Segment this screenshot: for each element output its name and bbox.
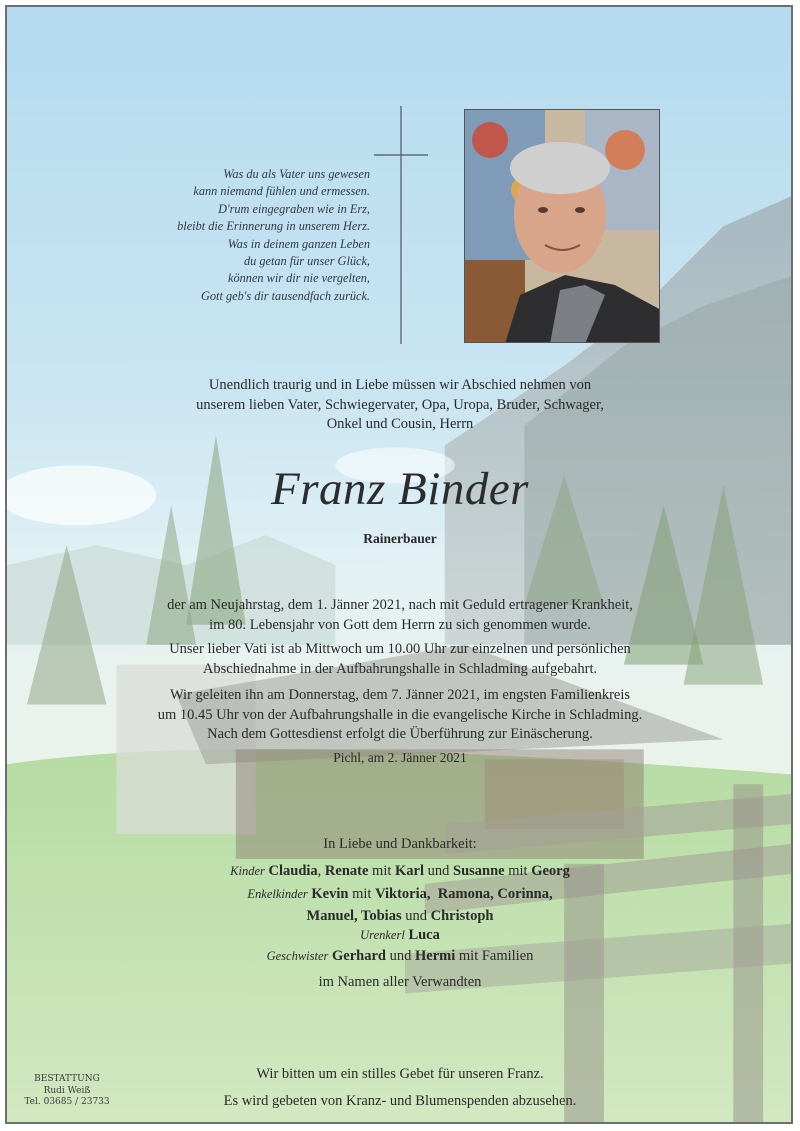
siblings-label: Geschwister bbox=[266, 949, 329, 963]
intro-text: Unendlich traurig und in Liebe müssen wir Abschied nehmen von unserem lieben Vater, Schwiegervater, Opa, Uropa, Bruder, Schwager, Onkel und Cousin, Herrn bbox=[196, 377, 604, 432]
funeral-paragraph: Wir geleiten ihn am Donnerstag, dem 7. Jänner 2021, im engsten Familienkreis um 10.45 Uhr von der Aufbahrungshalle in die evangelische Kirche in Schladming. Nach dem Gottesdienst erfolgt die Überführung zur Einäscherung. bbox=[157, 687, 643, 743]
family-member: Luca bbox=[408, 927, 440, 943]
children-label: Kinder bbox=[230, 864, 265, 878]
grandchildren-label: Enkelkinder bbox=[247, 887, 308, 901]
family-member: Renate bbox=[324, 863, 369, 879]
family-member: Claudia bbox=[268, 863, 318, 879]
portrait-photo bbox=[464, 109, 660, 343]
family-children-line: Kinder Claudia, Renate mit Karl und Susanne mit Georg bbox=[230, 863, 570, 879]
connector-text: und bbox=[389, 948, 412, 964]
family-member: Kevin bbox=[311, 886, 349, 902]
connector-text: und bbox=[405, 908, 427, 924]
family-grandchildren-line-2 bbox=[80, 906, 720, 926]
place-date: Pichl, am 2. Jänner 2021 bbox=[333, 750, 467, 765]
connector-text: und bbox=[427, 863, 450, 879]
family-siblings-line bbox=[80, 946, 720, 966]
prayer-request: Wir bitten um ein stilles Gebet für unseren Franz. bbox=[256, 1066, 544, 1082]
connector-text: mit bbox=[372, 863, 392, 879]
family-member: Ramona, bbox=[437, 886, 494, 902]
viewing-paragraph: Unser lieber Vati ist ab Mittwoch um 10.00 Uhr zur einzelnen und persönlichen Abschiednahme in der Aufbahrungshalle in Schladming aufgebahrt. bbox=[169, 641, 631, 677]
great-grandchildren-label: Urenkerl bbox=[360, 928, 405, 942]
undertaker-imprint: BESTATTUNG Rudi Weiß Tel. 03685 / 23733 bbox=[24, 1074, 110, 1107]
connector-text: mit bbox=[508, 863, 528, 879]
family-member: Susanne bbox=[453, 863, 505, 879]
house-name: Rainerbauer bbox=[363, 531, 437, 546]
family-grandchildren-line bbox=[80, 884, 720, 904]
connector-text: mit bbox=[352, 886, 372, 902]
flower-request: Es wird gebeten von Kranz- und Blumenspenden abzusehen. bbox=[223, 1093, 577, 1109]
relatives-line: im Namen aller Verwandten bbox=[318, 974, 482, 990]
connector-text: mit Familien bbox=[458, 948, 534, 964]
family-member: Manuel, Tobias bbox=[306, 908, 402, 924]
family-member: Gerhard bbox=[332, 948, 386, 964]
family-member: Christoph bbox=[430, 908, 494, 924]
family-member: Corinna, bbox=[497, 886, 553, 902]
family-member: Viktoria, bbox=[375, 886, 431, 902]
family-great-grandchildren-line bbox=[80, 925, 720, 945]
family-member: Karl bbox=[395, 863, 425, 879]
family-member: Georg bbox=[531, 863, 570, 879]
cross-icon bbox=[370, 104, 430, 346]
deceased-name: Franz Binder bbox=[271, 463, 529, 515]
poem: Was du als Vater uns gewesen kann niemand fühlen und ermessen. D'rum eingegraben wie in Erz, bleibt die Erinnerung in unserem Herz. Was in deinem ganzen Leben du getan für unser Glück, können wir dir nie vergelten, Gott geb's dir tausendfach zurück. bbox=[177, 167, 370, 303]
family-member: Hermi bbox=[415, 948, 456, 964]
death-notice-paragraph: der am Neujahrstag, dem 1. Jänner 2021, nach mit Geduld ertragener Krankheit, im 80. Lebensjahr von Gott dem Herrn zu sich genommen wurde. bbox=[167, 597, 633, 633]
thanks-heading: In Liebe und Dankbarkeit: bbox=[323, 836, 477, 852]
